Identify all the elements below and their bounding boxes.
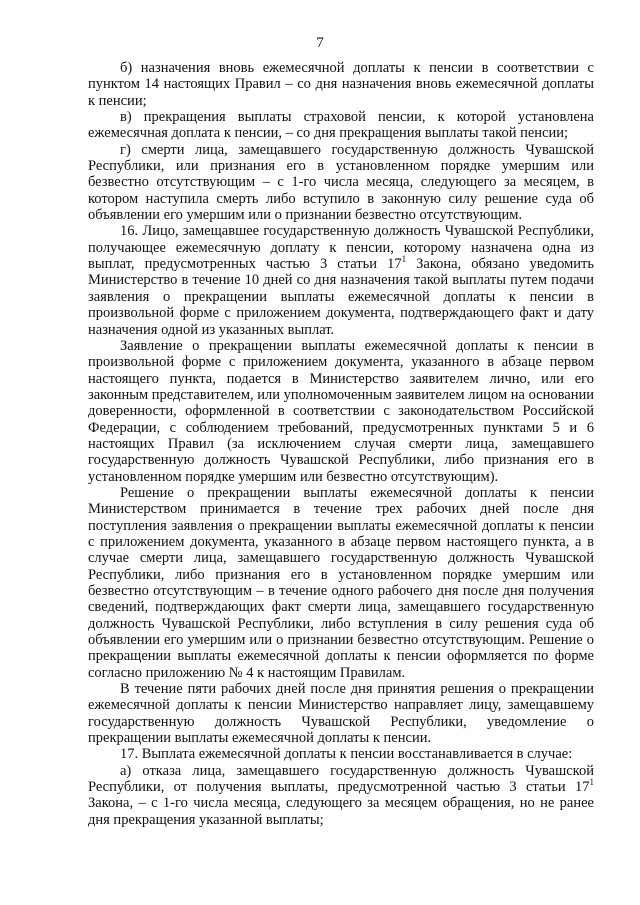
paragraph-item-v: в) прекращения выплаты страховой пенсии, к которой установлена ежемесячная доплата к пенсии, – со дня прекращения выплаты такой пенсии; [88,109,594,142]
paragraph-application: Заявление о прекращении выплаты ежемесячной доплаты к пенсии в произвольной форме с приложением документа, указанного в абзаце первом настоящего пункта, подается в Министерство заявителем лично, или его законным представителем, или уполномоченным заявителем лицом на основании доверенности, оформленной в соответствии с законодательством Российской Федерации, с соблюдением требований, предусмотренных пунктами 5 и 6 настоящих Правил (за исключением случая смерти лица, замещавшего государственную должность Чувашской Республики, либо признания его в установленном порядке умершим или безвестно отсутствующим). [88,337,594,485]
paragraph-text: Закона, обязано уведомить Министерство в течение 10 дней со дня назначения такой выплаты путем подачи заявления о прекращении выплаты ежемесячной доплаты к пенсии в произвольной форме с приложением документа, подтверждающего факт и дату назначения одной из указанных выплат. [88,256,594,338]
superscript-mark: 1 [401,254,407,265]
superscript-mark: 1 [589,777,594,788]
paragraph-notification: В течение пяти рабочих дней после дня принятия решения о прекращении ежемесячной доплаты к пенсии Министерство направляет лицу, замещавшему государственную должность Чувашской Республики, уведомление о прекращении выплаты ежемесячной доплаты к пенсии. [88,681,594,747]
document-body [88,60,594,828]
paragraph-clause-17: 17. Выплата ежемесячной доплаты к пенсии восстанавливается в случае: [120,746,573,763]
paragraph-clause-16 [88,223,594,337]
paragraph-text: Закона, – с 1-го числа месяца, следующего за месяцем обращения, но не ранее дня прекращения указанной выплаты; [88,795,594,828]
paragraph-item-a [88,763,594,828]
paragraph-text: а) отказа лица, замещавшего государственную должность Чувашской Республики, от получения выплаты, предусмотренной частью 3 статьи 17 [88,762,594,796]
paragraph-item-b: б) назначения вновь ежемесячной доплаты к пенсии в соответствии с пунктом 14 настоящих Правил – со дня назначения вновь ежемесячной доплаты к пенсии; [88,60,594,109]
page-number: 7 [316,35,324,51]
paragraph-text: 16. Лицо, замещавшее государственную должность Чувашской Республики, получающее ежемесячную доплату к пенсии, которому назначена одна из выплат, предусмотренных частью 3 статьи 17 [88,223,594,273]
paragraph-decision: Решение о прекращении выплаты ежемесячной доплаты к пенсии Министерством принимается в течение трех рабочих дней после дня поступления заявления о прекращении выплаты ежемесячной доплаты к пенсии с приложением документа, указанного в абзаце первом настоящего пункта, а в случае смерти лица, замещавшего государственную должность Чувашской Республики, либо признания его в установленном порядке умершим или безвестно отсутствующим – в течение одного рабочего дня после дня получения сведений, подтверждающих факт смерти лица, замещавшего государственную должность Чувашской Республики, либо вступления в силу решения суда об объявлении его умершим или о признании безвестно отсутствующим. Решение о прекращении выплаты ежемесячной доплаты к пенсии оформляется по форме согласно приложению № 4 к настоящим Правилам. [88,484,594,681]
paragraph-item-g: г) смерти лица, замещавшего государственную должность Чувашской Республики, или признания его в установленном порядке умершим или безвестно отсутствующим – с 1-го числа месяца, следующего за месяцем, в котором наступила смерть либо вступило в законную силу решение суда об объявлении его умершим или о признании безвестно отсутствующим. [88,141,594,224]
